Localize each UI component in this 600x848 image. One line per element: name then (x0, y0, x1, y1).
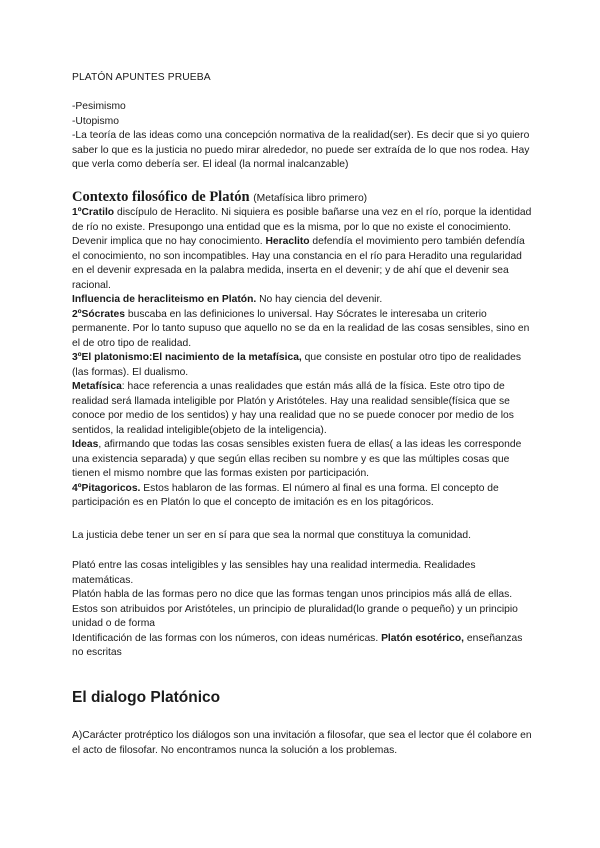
metafisica-label: Metafísica (72, 381, 122, 392)
intro-utopismo: -Utopismo (72, 115, 119, 127)
platonismo-label: 3ºEl platonismo:El nacimiento de la metafísica, (72, 352, 302, 363)
paragraph-pitagoricos: 4ºPitagoricos. Estos hablaron de las formas. El número al final es una forma. El concepto de participación es en Platón lo que el concepto de imitación es en los pitagóricos. (72, 482, 499, 508)
paragraph-identificacion: Identificación de las formas con los números, con ideas numéricas. Platón esotérico, enseñanzas no escritas (72, 632, 523, 658)
plato-section (72, 559, 532, 661)
pitagoricos-label: 4ºPitagoricos. (72, 482, 141, 494)
dialogo-heading: El dialogo Platónico (72, 689, 221, 706)
socrates-label: 2ºSócrates (72, 308, 125, 320)
intro-teoria: -La teoría de las ideas como una concepción normativa de la realidad(ser). Es decir que si yo quiero saber lo que es la justicia no puedo mirar alrededor, no puede ser extraída de lo que nos rodea. Hay que verla como debería ser. El ideal (la normal inalcanzable) (72, 130, 530, 170)
paragraph-plato-formas: Platón habla de las formas pero no dice que las formas tengan unos principios más allá de ellas. Estos son atribuidos por Aristóteles, un principio de pluralidad(lo grande o pequeño) y un principio unidad o de forma (72, 589, 518, 629)
ideas-label: Ideas (72, 439, 99, 450)
paragraph-socrates: 2ºSócrates buscaba en las definiciones lo universal. Hay Sócrates le interesaba un criterio permanente. Por lo tanto supuso que aquello no se da en la realidad de las cosas sensibles, sino en el de otro tipo de realidad. (72, 308, 530, 349)
paragraph-platonismo: 3ºEl platonismo:El nacimiento de la metafísica, que consiste en postular otro tipo de realidades (las formas). El dualismo. (72, 352, 522, 378)
document-title: PLATÓN APUNTES PRUEBA (72, 72, 211, 83)
paragraph-metafisica: Metafísica: hace referencia a unas realidades que están más allá de la física. Este otro tipo de realidad será llamada inteligible por Platón y Aristóteles. Hay una realidad sensible(física que se conoce por medio de los sentidos) y hay una realidad que no se puede conocer por medio de los sentidos, la realidad inteligible(objeto de la inteligencia). (72, 381, 514, 436)
intro-section (72, 100, 532, 173)
paragraph-cratilo: 1ºCratilo discípulo de Heraclito. Ni siquiera es posible bañarse una vez en el río, porque la identidad de río no existe. Presupongo una entidad que es la misma, por lo que no existe el conocimiento. Devenir implica que no hay conocimiento. Heraclito defendía el movimiento pero también defendía el conocimiento, no son incompatibles. Hay una constancia en el río para Heradito una regularidad en el devenir expresada en la palabra medida, inserta en el devenir; y de ahí que el devenir sea racional. (72, 207, 532, 291)
intro-pesimismo: -Pesimismo (72, 101, 126, 112)
cratilo-label: 1ºCratilo (72, 207, 115, 218)
paragraph-caracter: A)Carácter protréptico los diálogos son una invitación a filosofar, que sea el lector que él colabore en el acto de filosofar. No encontramos nunca la solución a los problemas. (72, 730, 532, 756)
contexto-heading-note: (Metafísica libro primero) (253, 193, 368, 204)
paragraph-plato-intermedia: Plató entre las cosas inteligibles y las sensibles hay una realidad intermedia. Realidades matemáticas. (72, 560, 476, 586)
influencia-label: Influencia de heracliteismo en Platón. (72, 294, 257, 305)
contexto-heading-text: Contexto filosófico de Platón (72, 189, 250, 205)
esoterico-label: Platón esotérico, (381, 632, 465, 644)
paragraph-ideas: Ideas, afirmando que todas las cosas sensibles existen fuera de ellas( a las ideas les corresponde una existencia separada) y que según ellas reciben su nombre y es que las múltiples cosas que tienen el mismo nombre que las formas existen por participación. (72, 439, 522, 479)
contexto-section (72, 189, 532, 511)
heraclito-label: Heraclito (265, 236, 310, 247)
paragraph-justicia: La justicia debe tener un ser en sí para que sea la normal que constituya la comunidad. (72, 530, 471, 541)
paragraph-influencia: Influencia de heracliteismo en Platón. No hay ciencia del devenir. (72, 294, 383, 305)
contexto-heading (72, 189, 532, 206)
